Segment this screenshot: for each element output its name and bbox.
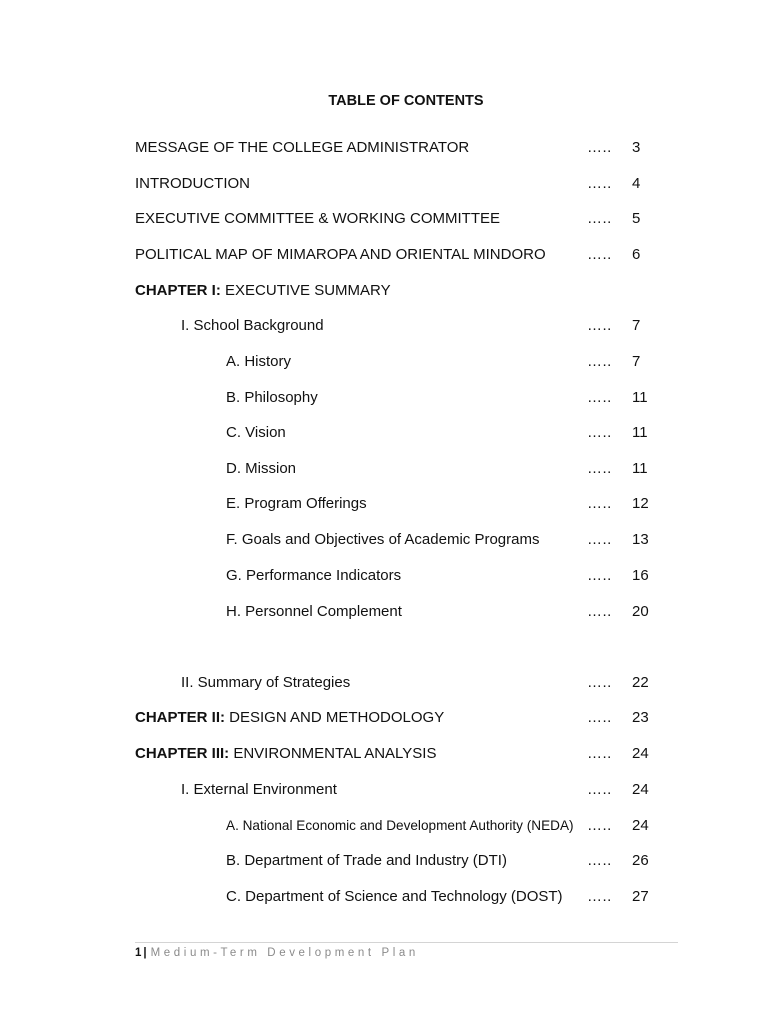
toc-entry-page: 27 xyxy=(632,888,649,905)
toc-entry-label: I. External Environment xyxy=(181,781,337,798)
toc-entry xyxy=(0,352,768,372)
toc-entry-leader: ….. xyxy=(587,175,612,192)
toc-entry-leader: ….. xyxy=(587,745,612,762)
chapter-name: DESIGN AND METHODOLOGY xyxy=(225,709,445,726)
toc-entry-page: 11 xyxy=(632,460,648,477)
toc-entry-page: 11 xyxy=(632,424,648,441)
toc-entry-page: 11 xyxy=(632,389,648,406)
chapter-number: CHAPTER I: xyxy=(135,282,221,299)
toc-entry-page: 23 xyxy=(632,709,649,726)
toc-entry xyxy=(0,138,768,158)
toc-entry xyxy=(0,174,768,194)
toc-entry-label: A. History xyxy=(226,353,292,370)
toc-entry-label: B. Philosophy xyxy=(226,389,318,406)
chapter-number: CHAPTER II: xyxy=(135,709,225,726)
toc-entry-page: 4 xyxy=(632,175,641,192)
toc-entry-label: G. Performance Indicators xyxy=(226,567,402,584)
toc-entry-leader: ….. xyxy=(587,495,612,512)
footer-divider xyxy=(135,942,678,943)
toc-entry xyxy=(0,602,768,622)
toc-entry xyxy=(0,388,768,408)
toc-entry-page: 16 xyxy=(632,567,649,584)
toc-entry-label: C. Department of Science and Technology (DOST) xyxy=(226,888,563,905)
toc-entry xyxy=(0,459,768,479)
chapter-number: CHAPTER III: xyxy=(135,745,230,762)
toc-chapter-title xyxy=(135,744,436,764)
toc-entry-label: E. Program Offerings xyxy=(226,495,367,512)
chapter-name: EXECUTIVE SUMMARY xyxy=(220,282,391,299)
toc-entry-leader: ….. xyxy=(587,567,612,584)
toc-entry-page: 12 xyxy=(632,495,649,512)
toc-entry-label: B. Department of Trade and Industry (DTI) xyxy=(226,852,507,869)
toc-entry-leader: ….. xyxy=(587,709,612,726)
toc-entry-leader: ….. xyxy=(587,603,612,620)
toc-entry-page: 13 xyxy=(632,531,649,548)
toc-entry-page: 5 xyxy=(632,210,641,227)
toc-entry-leader: ….. xyxy=(587,210,612,227)
toc-entry-leader: ….. xyxy=(587,460,612,477)
toc-entry-leader: ….. xyxy=(587,817,612,834)
footer-page-number: 1 xyxy=(135,947,142,959)
toc-entry-leader: ….. xyxy=(587,674,612,691)
toc-entry-label: MESSAGE OF THE COLLEGE ADMINISTRATOR xyxy=(135,139,470,156)
toc-entry-page: 24 xyxy=(632,817,649,834)
page-footer xyxy=(135,945,419,961)
toc-entry-label: INTRODUCTION xyxy=(135,175,250,192)
footer-separator: | xyxy=(143,947,147,959)
toc-entry xyxy=(0,209,768,229)
toc-entry xyxy=(0,530,768,550)
toc-entry-label: I. School Background xyxy=(181,317,324,334)
footer-document-title: Medium-Term Development Plan xyxy=(150,947,419,959)
toc-entry xyxy=(0,316,768,336)
toc-entry-leader: ….. xyxy=(587,424,612,441)
toc-entry xyxy=(0,780,768,800)
toc-entry xyxy=(0,887,768,907)
toc-entry-page: 7 xyxy=(632,317,641,334)
toc-entry-label: POLITICAL MAP OF MIMAROPA AND ORIENTAL MINDORO xyxy=(135,246,546,263)
toc-title: TABLE OF CONTENTS xyxy=(328,93,484,109)
toc-entry-leader: ….. xyxy=(587,781,612,798)
toc-entry xyxy=(0,851,768,871)
toc-entry-label: H. Personnel Complement xyxy=(226,603,402,620)
toc-entry-page: 24 xyxy=(632,745,649,762)
toc-entry-page: 3 xyxy=(632,139,641,156)
toc-entry-leader: ….. xyxy=(587,317,612,334)
toc-chapter-title xyxy=(135,708,444,728)
toc-entry-leader: ….. xyxy=(587,353,612,370)
toc-chapter-heading xyxy=(0,281,768,301)
toc-entry-leader: ….. xyxy=(587,246,612,263)
toc-entry xyxy=(0,423,768,443)
toc-entry xyxy=(0,245,768,265)
toc-entry xyxy=(0,816,768,836)
toc-entry-label: F. Goals and Objectives of Academic Programs xyxy=(226,531,540,548)
toc-entry xyxy=(0,673,768,693)
toc-entry-leader: ….. xyxy=(587,389,612,406)
chapter-name: ENVIRONMENTAL ANALYSIS xyxy=(229,745,437,762)
toc-entry-page: 24 xyxy=(632,781,649,798)
toc-entry-leader: ….. xyxy=(587,531,612,548)
toc-entry-page: 26 xyxy=(632,852,649,869)
toc-entry-page: 6 xyxy=(632,246,641,263)
toc-entry xyxy=(0,494,768,514)
toc-entry-label: D. Mission xyxy=(226,460,297,477)
toc-chapter-title xyxy=(135,281,391,301)
toc-entry-page: 7 xyxy=(632,353,641,370)
toc-entry-label: A. National Economic and Development Authority (NEDA) xyxy=(226,818,574,833)
toc-entry-page: 20 xyxy=(632,603,649,620)
toc-entry-leader: ….. xyxy=(587,888,612,905)
toc-chapter-heading xyxy=(0,708,768,728)
toc-chapter-heading xyxy=(0,744,768,764)
toc-entry-label: C. Vision xyxy=(226,424,286,441)
toc-entry-leader: ….. xyxy=(587,139,612,156)
toc-entry-label: EXECUTIVE COMMITTEE & WORKING COMMITTEE xyxy=(135,210,501,227)
toc-entry-leader: ….. xyxy=(587,852,612,869)
toc-entry-label: II. Summary of Strategies xyxy=(181,674,351,691)
toc-entry xyxy=(0,566,768,586)
toc-entry-page: 22 xyxy=(632,674,649,691)
